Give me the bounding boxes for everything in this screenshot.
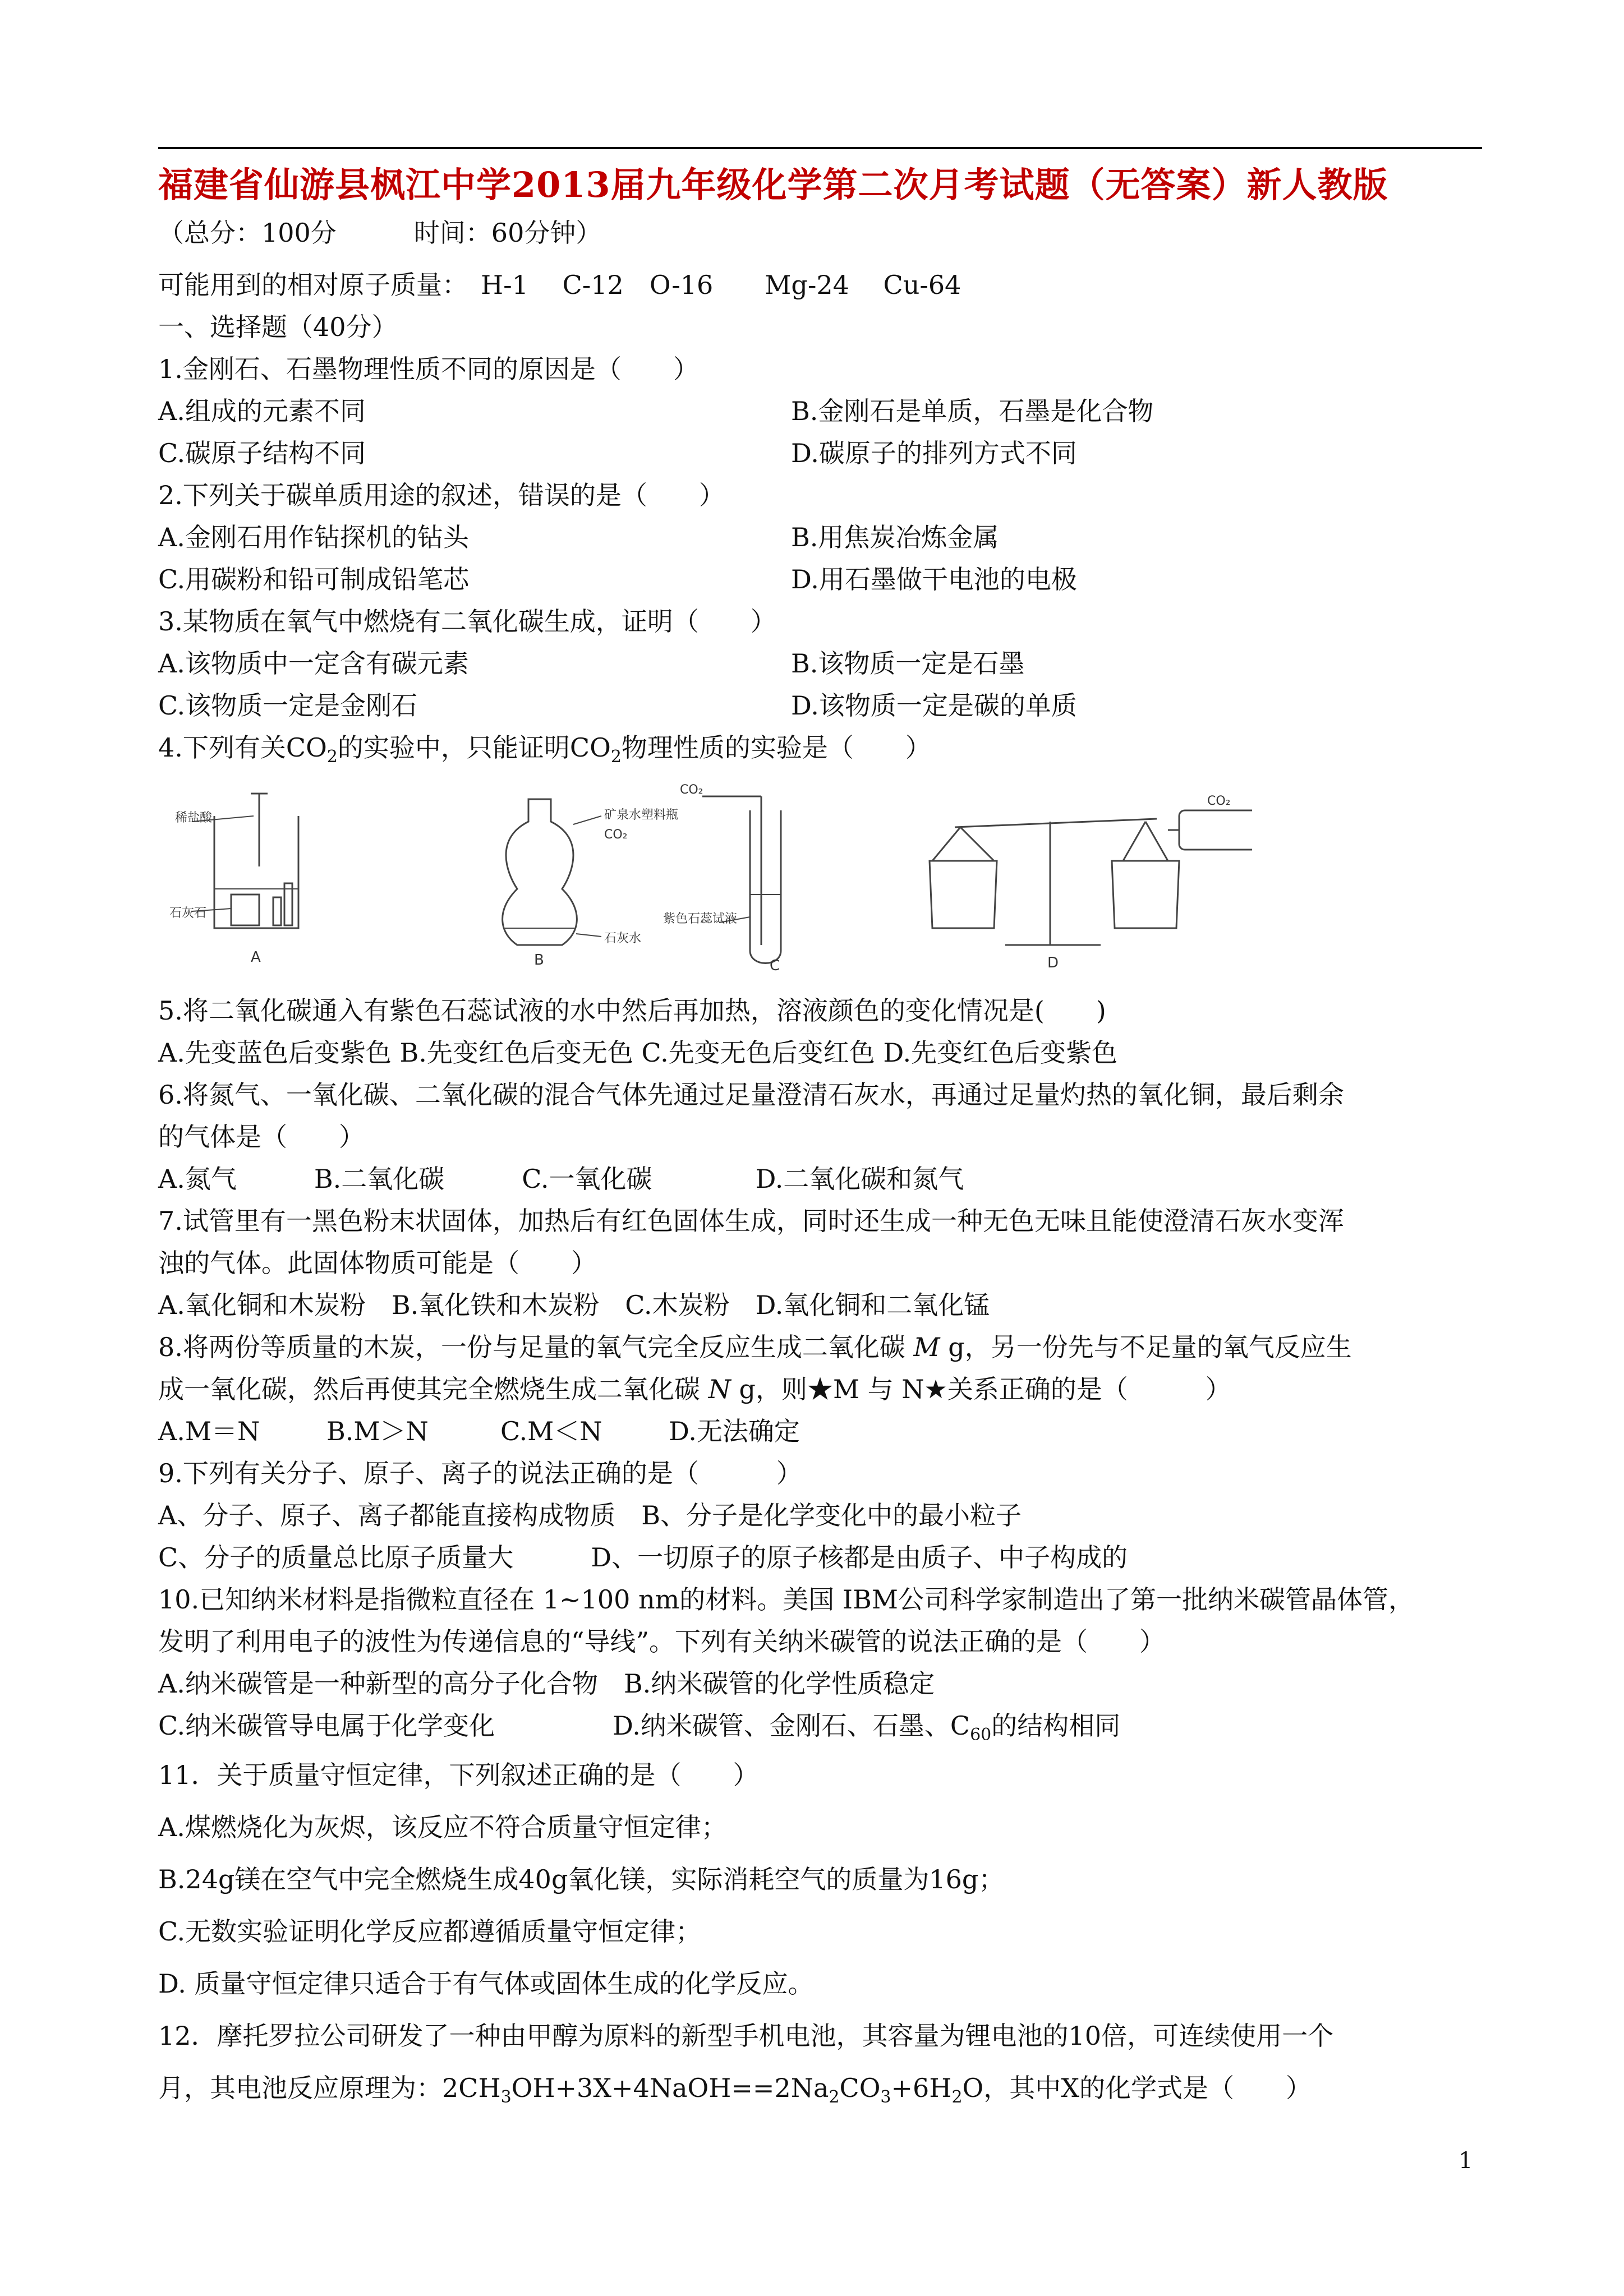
question-10-stem: 10.已知纳米材料是指微粒直径在 1~100 nm的材料。美国 IBM公司科学家制造出了第一批纳米碳管晶体管， (158, 1584, 1414, 1615)
option-c: C.无数实验证明化学反应都遵循质量守恒定律； (158, 1916, 702, 1947)
figure-label-d: D (1047, 955, 1059, 971)
header-rule (158, 147, 1482, 149)
question-9-options-cd: C、分子的质量总比原子质量大 D、一切原子的原子核都是由质子、中子构成的 (158, 1542, 1128, 1573)
question-3-stem: 3.某物质在氧气中燃烧有二氧化碳生成，证明（ ） (158, 606, 776, 637)
question-2-options-row (158, 563, 1077, 596)
question-6-options: A.氮气 B.二氧化碳 C.一氧化碳 D.二氧化碳和氮气 (158, 1164, 964, 1194)
experiment-figures (158, 782, 1252, 973)
experiment-diagrams (158, 782, 1252, 973)
option-a: A.该物质中一定含有碳元素 (158, 648, 469, 679)
label-dilute-acid: 稀盐酸 (175, 811, 213, 825)
question-1-stem: 1.金刚石、石墨物理性质不同的原因是（ ） (158, 354, 699, 384)
question-8-stem: 8.将两份等质量的木炭，一份与足量的氧气完全反应生成二氧化碳 M g，另一份先与不足量的氧气反应生 (158, 1332, 1352, 1362)
question-6-stem: 6.将氮气、一氧化碳、二氧化碳的混合气体先通过足量澄清石灰水，再通过足量灼热的氧化铜，最后剩余 (158, 1080, 1344, 1110)
option-d: D.该物质一定是碳的单质 (791, 690, 1077, 721)
question-8-stem-cont: 成一氧化碳，然后再使其完全燃烧生成二氧化碳 N g，则★M 与 N★关系正确的是（ ） (158, 1374, 1231, 1404)
label-co2-d: CO₂ (1207, 794, 1231, 808)
figure-label-a: A (251, 949, 261, 966)
question-12-stem: 12．摩托罗拉公司研发了一种由甲醇为原料的新型手机电池，其容量为锂电池的10倍，可连续使用一个 (158, 2021, 1334, 2051)
option-d: D.用石墨做干电池的电极 (791, 564, 1077, 594)
option-c: C.M＜N (500, 1416, 602, 1446)
figure-c (702, 796, 781, 963)
option-c: C.用碳粉和铅可制成铅笔芯 (158, 564, 470, 594)
figure-label-c: C (770, 957, 780, 973)
label-limestone: 石灰石 (169, 906, 207, 920)
question-5-stem: 5.将二氧化碳通入有紫色石蕊试液的水中然后再加热，溶液颜色的变化情况是( ) (158, 995, 1106, 1026)
page-title: 福建省仙游县枫江中学2013届九年级化学第二次月考试题（无答案）新人教版 (158, 164, 1388, 205)
question-7-stem-cont: 浊的气体。此固体物质可能是（ ） (158, 1248, 597, 1278)
question-4-stem: 4.下列有关$CO_2$的实验中，只能证明$CO_2$物理性质的实验是（ ） (158, 732, 931, 767)
label-litmus: 紫色石蕊试液 (663, 912, 738, 926)
question-10-options-ab: A.纳米碳管是一种新型的高分子化合物 B.纳米碳管的化学性质稳定 (158, 1668, 935, 1699)
question-1-options-row (158, 436, 1077, 470)
question-2-options-row (158, 520, 999, 554)
option-b: B.M＞N (326, 1416, 429, 1446)
section-heading: 一、选择题（40分） (158, 312, 398, 342)
option-b: B.24g镁在空气中完全燃烧生成40g氧化镁，实际消耗空气的质量为16g； (158, 1864, 1005, 1894)
figure-b (503, 799, 601, 945)
question-10-options-cd (158, 1709, 1121, 1745)
option-c: C.纳米碳管导电属于化学变化 (158, 1711, 495, 1741)
question-9-stem: 9.下列有关分子、原子、离子的说法正确的是（ ） (158, 1458, 802, 1488)
question-12-stem-cont: 月，其电池反应原理为：$2CH_3OH+3X+4NaOH==2Na_2CO_3+6H_2O$，其中X的化学式是（ ） (158, 2073, 1312, 2108)
label-co2-b: CO₂ (604, 828, 628, 842)
question-3-options-row (158, 689, 1077, 722)
question-7-stem: 7.试管里有一黑色粉末状固体，加热后有红色固体生成，同时还生成一种无色无味且能使澄清石灰水变浑 (158, 1206, 1344, 1236)
option-b: B.该物质一定是石墨 (791, 648, 1025, 679)
question-7-options: A.氧化铜和木炭粉 B.氧化铁和木炭粉 C.木炭粉 D.氧化铜和二氧化锰 (158, 1290, 990, 1320)
atomic-masses: 可能用到的相对原子质量： H-1 C-12 O-16 Mg-24 Cu-64 (158, 270, 961, 300)
figure-label-b: B (534, 952, 544, 969)
question-6-stem-cont: 的气体是（ ） (158, 1122, 365, 1152)
question-3-options-row (158, 647, 1025, 680)
option-a: A.M＝N (158, 1416, 260, 1446)
label-co2-c: CO₂ (680, 783, 703, 797)
option-a: A.组成的元素不同 (158, 396, 366, 426)
option-a: A.煤燃烧化为灰烬，该反应不符合质量守恒定律； (158, 1812, 727, 1842)
label-limewater: 石灰水 (604, 932, 642, 946)
question-2-stem: 2.下列关于碳单质用途的叙述，错误的是（ ） (158, 480, 725, 510)
question-11-stem: 11．关于质量守恒定律，下列叙述正确的是（ ） (158, 1760, 759, 1790)
question-9-options-ab: A、分子、原子、离子都能直接构成物质 B、分子是化学变化中的最小粒子 (158, 1500, 1022, 1530)
option-d: D.无法确定 (669, 1416, 800, 1446)
figure-d (930, 810, 1252, 945)
page-number: 1 (1459, 2148, 1473, 2174)
option-b: B.金刚石是单质，石墨是化合物 (791, 396, 1154, 426)
option-d: D.纳米碳管、金刚石、石墨、$C_{60}$的结构相同 (613, 1711, 1121, 1745)
option-a: A.金刚石用作钻探机的钻头 (158, 522, 469, 552)
option-d: D.碳原子的排列方式不同 (791, 438, 1077, 468)
option-d: D. 质量守恒定律只适合于有气体或固体生成的化学反应。 (158, 1968, 814, 1999)
option-b: B.用焦炭冶炼金属 (791, 522, 999, 552)
label-bottle: 矿泉水塑料瓶 (604, 808, 679, 822)
question-10-stem-cont: 发明了利用电子的波性为传递信息的“导线”。下列有关纳米碳管的说法正确的是（ ） (158, 1626, 1166, 1657)
question-5-options: A.先变蓝色后变紫色 B.先变红色后变无色 C.先变无色后变红色 D.先变红色后变紫色 (158, 1038, 1118, 1068)
question-1-options-row (158, 394, 1154, 428)
option-c: C.碳原子结构不同 (158, 438, 366, 468)
exam-meta: （总分：100分 时间：60分钟） (158, 218, 602, 248)
question-8-options (158, 1414, 800, 1448)
option-c: C.该物质一定是金刚石 (158, 690, 418, 721)
